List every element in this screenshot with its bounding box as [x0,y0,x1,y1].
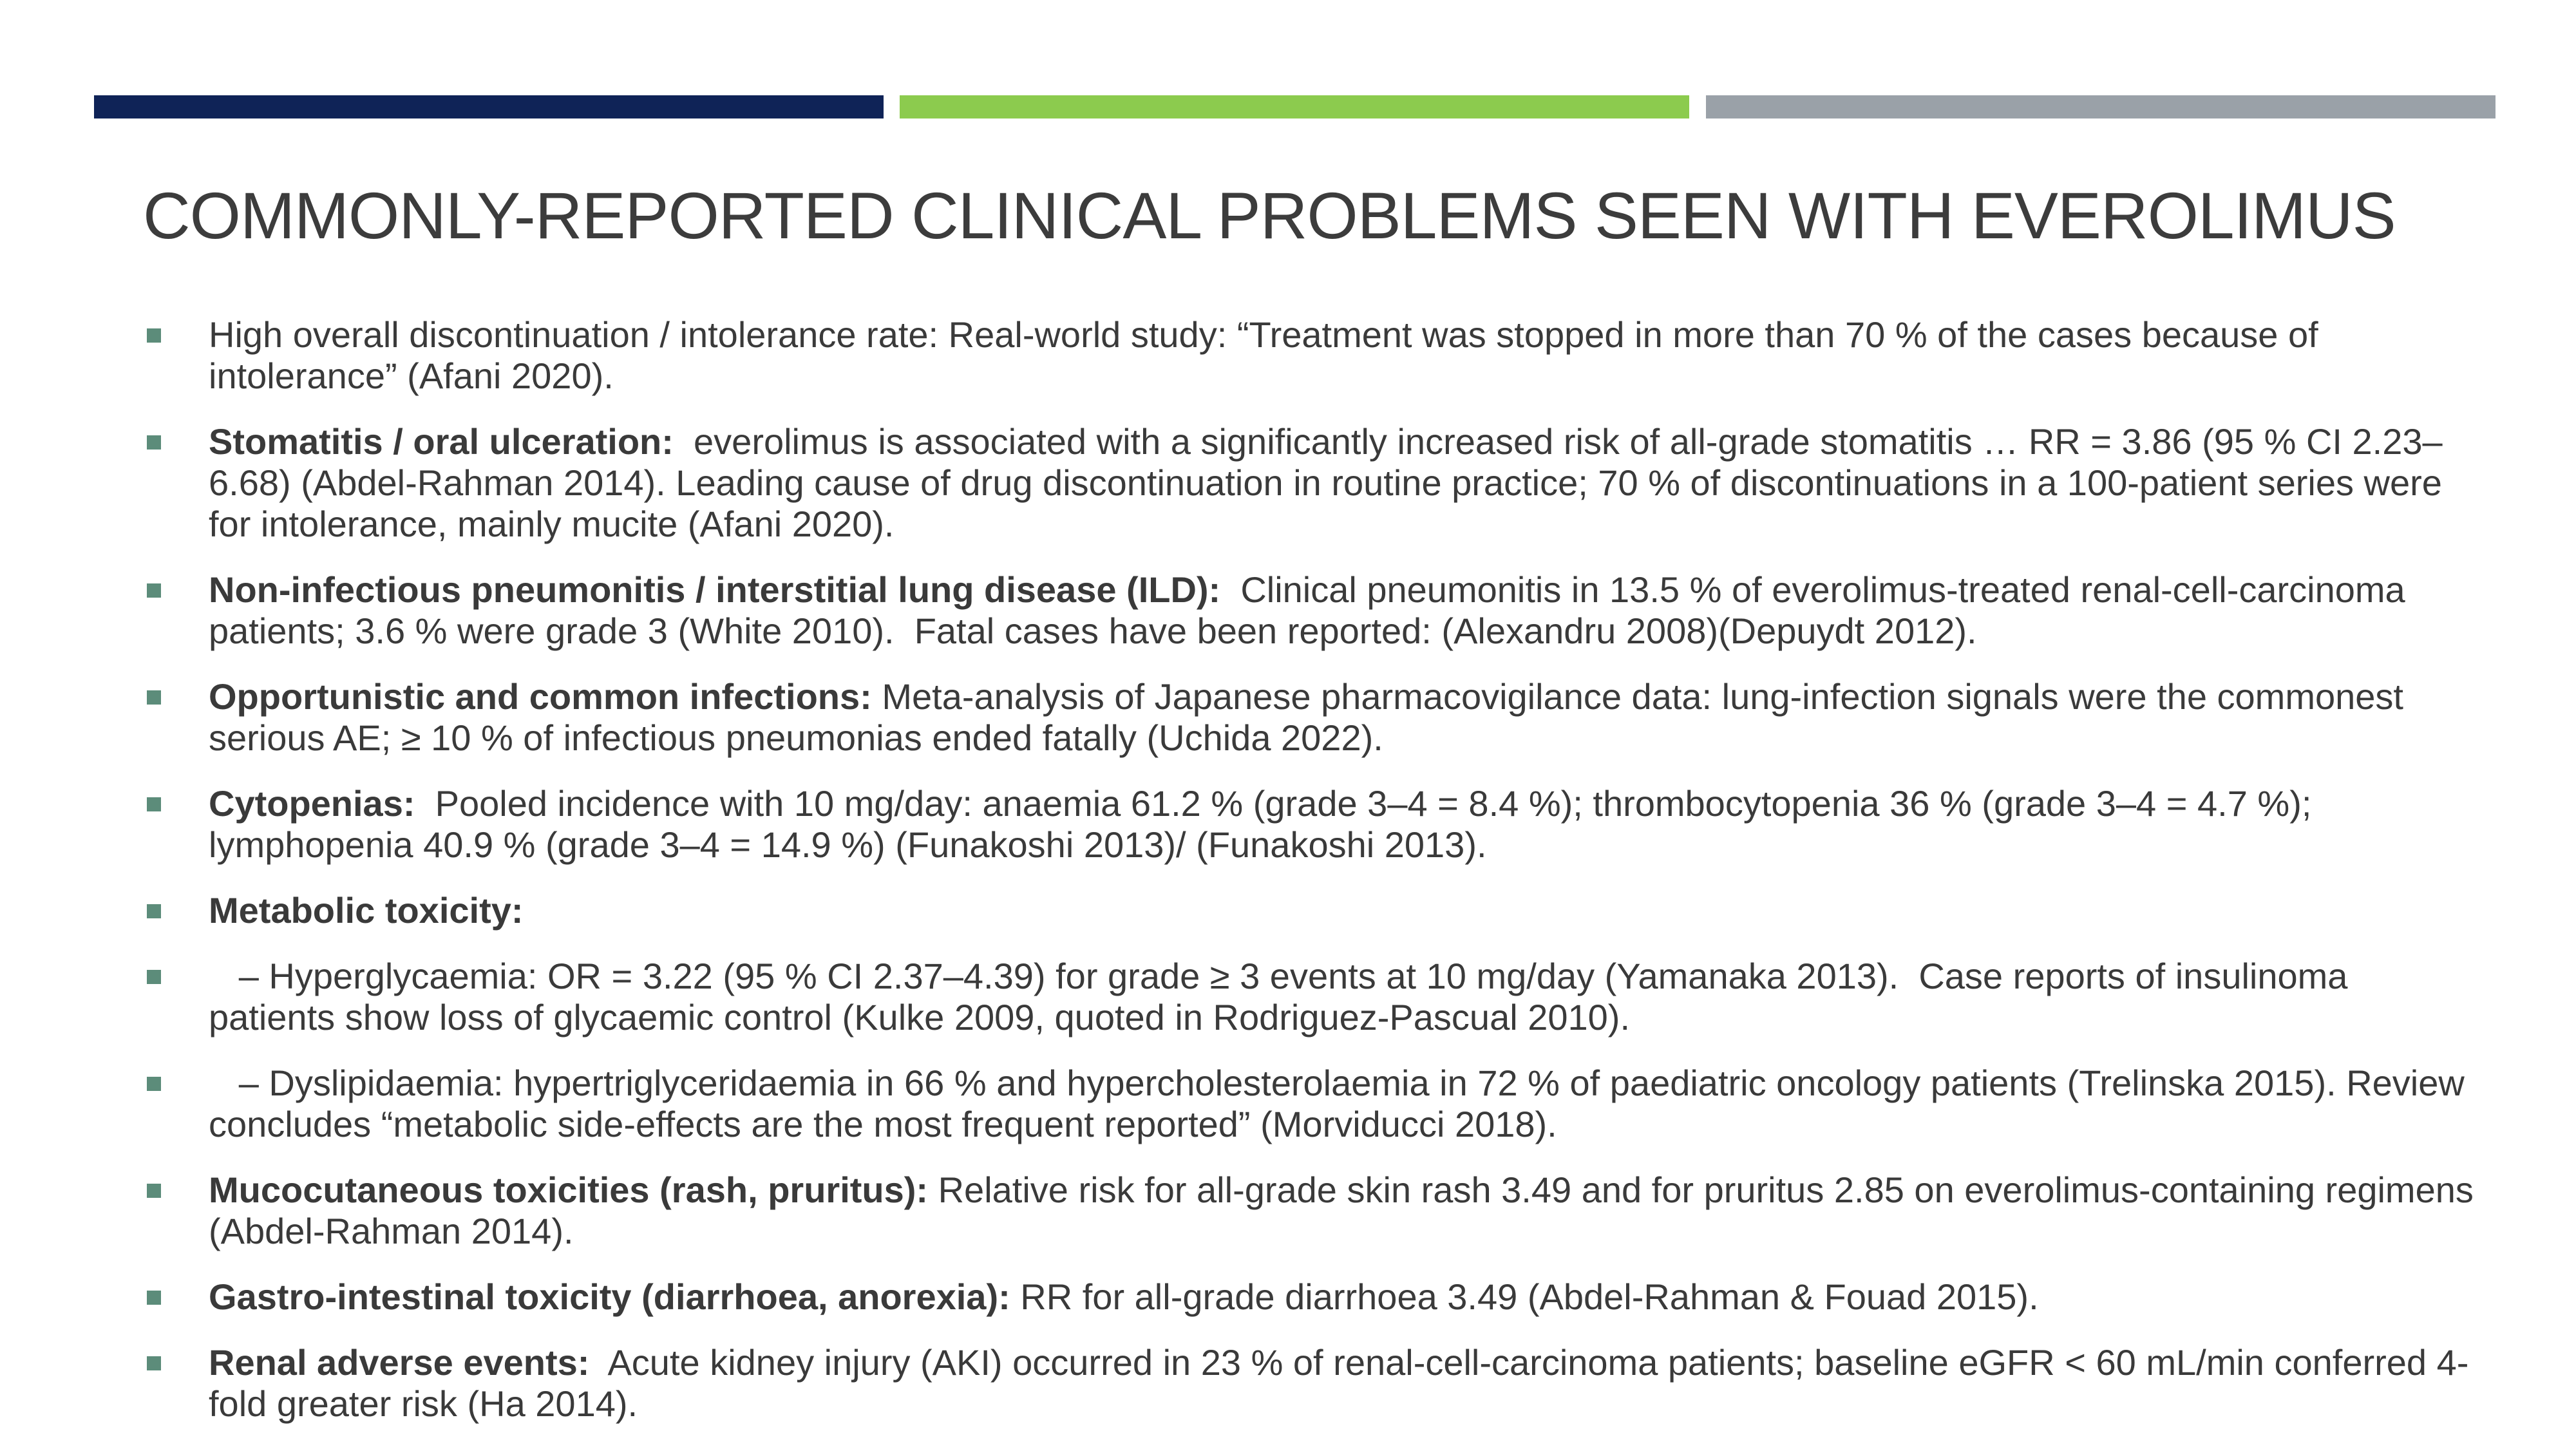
bullet-text: Acute kidney injury (AKI) occurred in 23 % of renal-cell-carcinoma patients; baseline eGFR < 60 mL/min conferred 4-fold greater risk (Ha 2014). [209,1342,2469,1424]
square-bullet-icon [147,435,161,450]
bullet-text: Clinical pneumonitis in 13.5 % of everolimus-treated renal-cell-carcinoma patients; 3.6 % were grade 3 (White 2010). Fatal cases have been reported: (Alexandru 2008)(Depuydt 2012). [209,569,2416,651]
bullet-text: Meta-analysis of Japanese pharmacovigilance data: lung-infection signals were the commonest serious AE; ≥ 10 % of infectious pneumonias ended fatally (Uchida 2022). [209,676,2414,758]
bullet-item [143,1063,2474,1145]
bullet-item [143,314,2474,397]
bullet-text: – Dyslipidaemia: hypertriglyceridaemia in 66 % and hypercholesterolaemia in 72 % of paediatric oncology patients (Trelinska 2015). Review concludes “metabolic side-effects are the most frequent reported” (Morviducci 2018). [209,1063,2475,1144]
bullet-heading: Opportunistic and common infections: [209,676,872,717]
bullet-heading: Mucocutaneous toxicities (rash, pruritus): [209,1170,929,1210]
bullet-item [143,676,2474,759]
bullet-item [143,1342,2474,1425]
bullet-text: Relative risk for all-grade skin rash 3.49 and for pruritus 2.85 on everolimus-containing regimens (Abdel-Rahman 2014). [209,1170,2484,1251]
bullet-text: – Hyperglycaemia: OR = 3.22 (95 % CI 2.37–4.39) for grade ≥ 3 events at 10 mg/day (Yamanaka 2013). Case reports of insulinoma patients show loss of glycaemic control (Kulke 2009, quoted in Rodriguez-Pascual 2010). [209,956,2358,1037]
bullet-item [143,783,2474,866]
bullet-text: Pooled incidence with 10 mg/day: anaemia 61.2 % (grade 3–4 = 8.4 %); thrombocytopenia 36 % (grade 3–4 = 4.7 %); lymphopenia 40.9 % (grade 3–4 = 14.9 %) (Funakoshi 2013)/ (Funakoshi 2013). [209,783,2322,865]
bullet-list [143,314,2484,1449]
accent-bar-green [900,95,1689,118]
square-bullet-icon [147,1077,161,1091]
bullet-heading: Stomatitis / oral ulceration: [209,421,674,462]
square-bullet-icon [147,1184,161,1198]
bullet-heading: Non-infectious pneumonitis / interstitial lung disease (ILD): [209,569,1221,610]
bullet-item [143,890,2474,931]
bullet-text: everolimus is associated with a significantly increased risk of all-grade stomatitis … RR = 3.86 (95 % CI 2.23–6.68) (Abdel-Rahman 2014). Leading cause of drug discontinuation in routine practice; 70 % of discontinuations in a 100-patient series were for intolerance, mainly mucite (Afani 2020). [209,421,2452,544]
bullet-text: High overall discontinuation / intolerance rate: Real-world study: “Treatment was stopped in more than 70 % of the cases because of intolerance” (Afani 2020). [209,314,2329,396]
square-bullet-icon [147,1356,161,1370]
bullet-heading: Renal adverse events: [209,1342,590,1383]
square-bullet-icon [147,583,161,598]
square-bullet-icon [147,797,161,811]
accent-bar-navy [94,95,884,118]
bullet-heading: Cytopenias: [209,783,415,824]
bullet-item [143,1276,2474,1318]
accent-bar-gray [1706,95,2496,118]
square-bullet-icon [147,1291,161,1305]
bullet-item [143,1170,2484,1252]
square-bullet-icon [147,690,161,705]
bullet-item [143,569,2474,652]
bullet-item [143,421,2474,545]
slide-title: COMMONLY-REPORTED CLINICAL PROBLEMS SEEN WITH EVEROLIMUS [143,179,2396,252]
square-bullet-icon [147,904,161,918]
square-bullet-icon [147,970,161,984]
bullet-item [143,956,2474,1038]
bullet-heading: Metabolic toxicity: [209,890,524,931]
bullet-text: RR for all-grade diarrhoea 3.49 (Abdel-Rahman & Fouad 2015). [1010,1276,2039,1317]
square-bullet-icon [147,328,161,343]
bullet-heading: Gastro-intestinal toxicity (diarrhoea, anorexia): [209,1276,1010,1317]
